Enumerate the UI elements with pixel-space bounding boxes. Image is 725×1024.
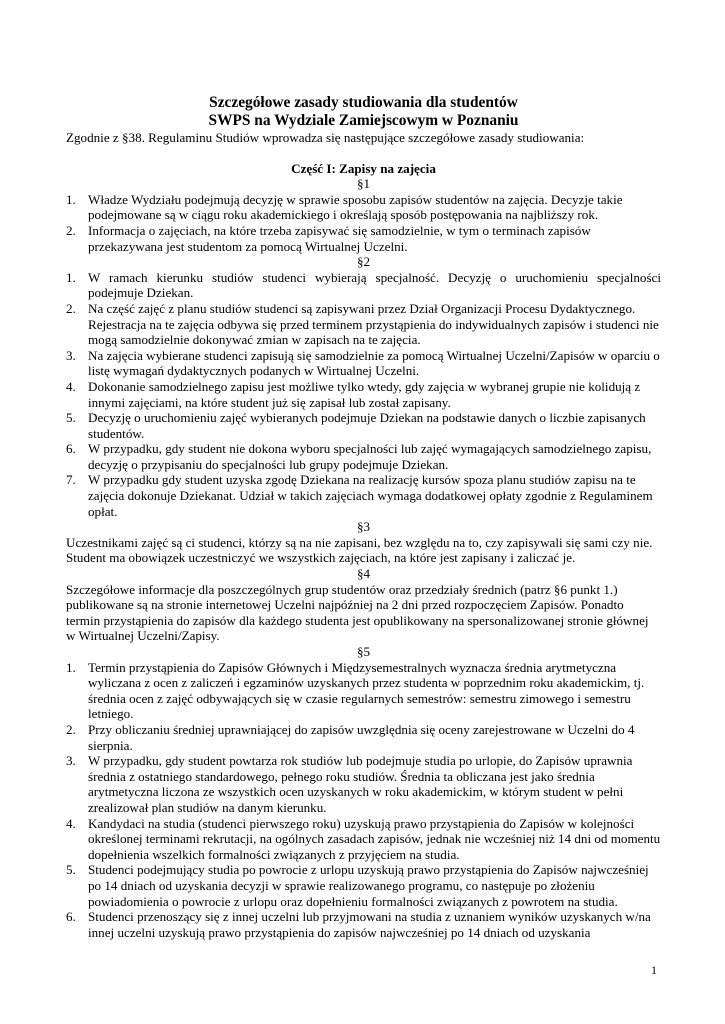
list-item (66, 472, 661, 519)
item-number: 1. (66, 659, 76, 675)
list-item (66, 909, 661, 940)
section-2-list (66, 270, 661, 520)
item-text: W przypadku, gdy student powtarza rok studiów lub podejmuje studia po urlopie, do Zapisów uprawnia średnia z ostatniego standardowego, pełnego roku studiów. Średnia ta obliczana jest jako średnia arytmetyczna liczona ze wszystkich ocen uzyskanych w roku akademickim, w którym student w pełni zrealizował plan studiów na danym kierunku. (88, 753, 633, 815)
item-number: 2. (66, 222, 76, 238)
item-number: 5. (66, 862, 76, 878)
list-item (66, 660, 661, 722)
item-text: Kandydaci na studia (studenci pierwszego roku) uzyskują prawo przystąpienia do Zapisów w kolejności określonej terminami rekrutacji, na ogólnych zasadach zapisów, jednak nie wcześniej niż 14 dni od momentu dopełnienia wszelkich formalności związanych z przyjęciem na studia. (88, 815, 661, 862)
list-item (66, 223, 661, 254)
list-item (66, 410, 661, 441)
section-mark-2: §2 (356, 254, 371, 270)
page-number: 1 (651, 963, 657, 977)
list-item (66, 348, 661, 379)
intro-paragraph: Zgodnie z §38. Regulaminu Studiów wprowadza się następujące szczegółowe zasady studiowania: (66, 130, 585, 145)
item-text: W ramach kierunku studiów studenci wybierają specjalność. Decyzję o uruchomieniu specjalności podejmuje Dziekan. (88, 269, 661, 301)
document-title-line-2: SWPS na Wydziale Zamiejscowym w Poznaniu (208, 112, 519, 129)
document-title-line-1: Szczegółowe zasady studiowania dla studentów (209, 94, 518, 111)
list-item (66, 862, 661, 909)
list-item (66, 301, 661, 348)
item-text: Decyzję o uruchomieniu zajęć wybieranych podejmuje Dziekan na podstawie danych o liczbie zapisanych studentów. (88, 410, 646, 441)
item-text: Termin przystąpienia do Zapisów Głównych i Międzysemestralnych wyznacza średnia arytmetyczna wyliczana z ocen z zaliczeń i egzaminów uzyskanych przez studenta w poprzednim roku akademickim, tj. średnia ocen z zajęć odbywających się w czasie regularnych semestrów: semestru zimowego i semestru letniego. (88, 659, 645, 722)
list-item (66, 722, 661, 753)
item-number: 7. (66, 472, 76, 488)
list-item (66, 441, 661, 472)
section-3-text: Uczestnikami zajęć są ci studenci, którzy są na nie zapisani, bez względu na to, czy zapisywali się sami czy nie. Student ma obowiązek uczestniczyć we wszystkich zajęciach, na które jest zapisany i zaliczać je. (66, 534, 653, 566)
list-item (66, 379, 661, 410)
document-page (66, 94, 661, 940)
list-item (66, 192, 661, 223)
part-1-title: Część I: Zapisy na zajęcia (291, 160, 436, 176)
item-text: W przypadku, gdy student nie dokona wyboru specjalności lub zajęć wymagających samodzielnego zapisu, decyzję o przypisaniu do specjalności lub grupy podejmuje Dziekan. (88, 441, 652, 472)
item-number: 6. (66, 909, 76, 925)
list-item (66, 753, 661, 815)
item-number: 3. (66, 347, 76, 363)
item-number: 6. (66, 441, 76, 457)
item-text: Na część zajęć z planu studiów studenci są zapisywani przez Dział Organizacji Procesu Dydaktycznego. Rejestracja na te zajęcia odbywa się przed terminem przystąpienia do indywidualnych zapisów i studenci nie mogą samodzielnie dokonywać zmian w zapisach na te zajęcia. (88, 300, 659, 348)
item-text: Informacja o zajęciach, na które trzeba zapisywać się samodzielnie, w tym o terminach zapisów przekazywana jest studentom za pomocą Wirtualnej Uczelni. (88, 222, 591, 254)
section-1-list (66, 192, 661, 254)
list-item (66, 816, 661, 863)
item-text: Władze Wydziału podejmują decyzję w sprawie sposobu zapisów studentów na zajęcia. Decyzje takie podejmowane są w ciągu roku akademickiego i określają sposób postępowania na najbliższy rok. (88, 191, 623, 223)
item-text: W przypadku gdy student uzyska zgodę Dziekana na realizację kursów spoza planu studiów zapisu na te zajęcia dokonuje Dziekanat. Udział w takich zajęciach wymaga dodatkowej opłaty zgodnie z Regulaminem opłat. (88, 472, 653, 519)
item-number: 1. (66, 269, 76, 285)
item-number: 4. (66, 815, 76, 831)
item-text: Dokonanie samodzielnego zapisu jest możliwe tylko wtedy, gdy zajęcia w wybranej grupie nie kolidują z innymi zajęciami, na które student już się zapisał lub został zapisany. (88, 378, 641, 410)
section-mark-1: §1 (356, 176, 371, 192)
item-text: Studenci przenoszący się z innej uczelni lub przyjmowani na studia z uznaniem wyników uzyskanych w/na innej uczelni uzyskują prawo przystąpienia do zapisów najwcześniej po 14 dniach od uzyskania (88, 909, 651, 940)
item-number: 3. (66, 753, 76, 769)
section-4-text: Szczegółowe informacje dla poszczególnych grup studentów oraz przedziały średnich (patrz §6 punkt 1.) publikowane są na stronie internetowej Uczelni najpóźniej na 2 dni przed rozpoczęciem Zapisów. Ponadto termin przystąpienia do zapisów dla każdego studenta jest opublikowany na spersonalizowanej stronie głównej w Wirtualnej Uczelni/Zapisy. (66, 581, 649, 644)
item-number: 5. (66, 410, 76, 426)
item-text: Na zajęcia wybierane studenci zapisują się samodzielnie za pomocą Wirtualnej Uczelni/Zapisów w oparciu o listę wymagań dydaktycznych podanych w Wirtualnej Uczelni. (88, 347, 660, 379)
section-5-list (66, 660, 661, 941)
item-number: 4. (66, 378, 76, 394)
item-text: Studenci podejmujący studia po powrocie z urlopu uzyskują prawo przystąpienia do Zapisów najwcześniej po 14 dniach od uzyskania decyzji w sprawie realizowanego programu, co następuje po złożeniu powiadomienia o powrocie z urlopu oraz dopełnieniu formalności związanych z powrotem na studia. (88, 862, 649, 909)
section-mark-4: §4 (356, 566, 371, 582)
list-item (66, 270, 661, 301)
item-number: 2. (66, 721, 76, 737)
item-number: 2. (66, 300, 76, 316)
section-mark-5: §5 (356, 644, 371, 659)
item-number: 1. (66, 191, 76, 207)
section-mark-3: §3 (356, 519, 371, 535)
item-text: Przy obliczaniu średniej uprawniającej do zapisów uwzględnia się oceny zarejestrowane w Uczelni do 4 sierpnia. (88, 721, 635, 753)
